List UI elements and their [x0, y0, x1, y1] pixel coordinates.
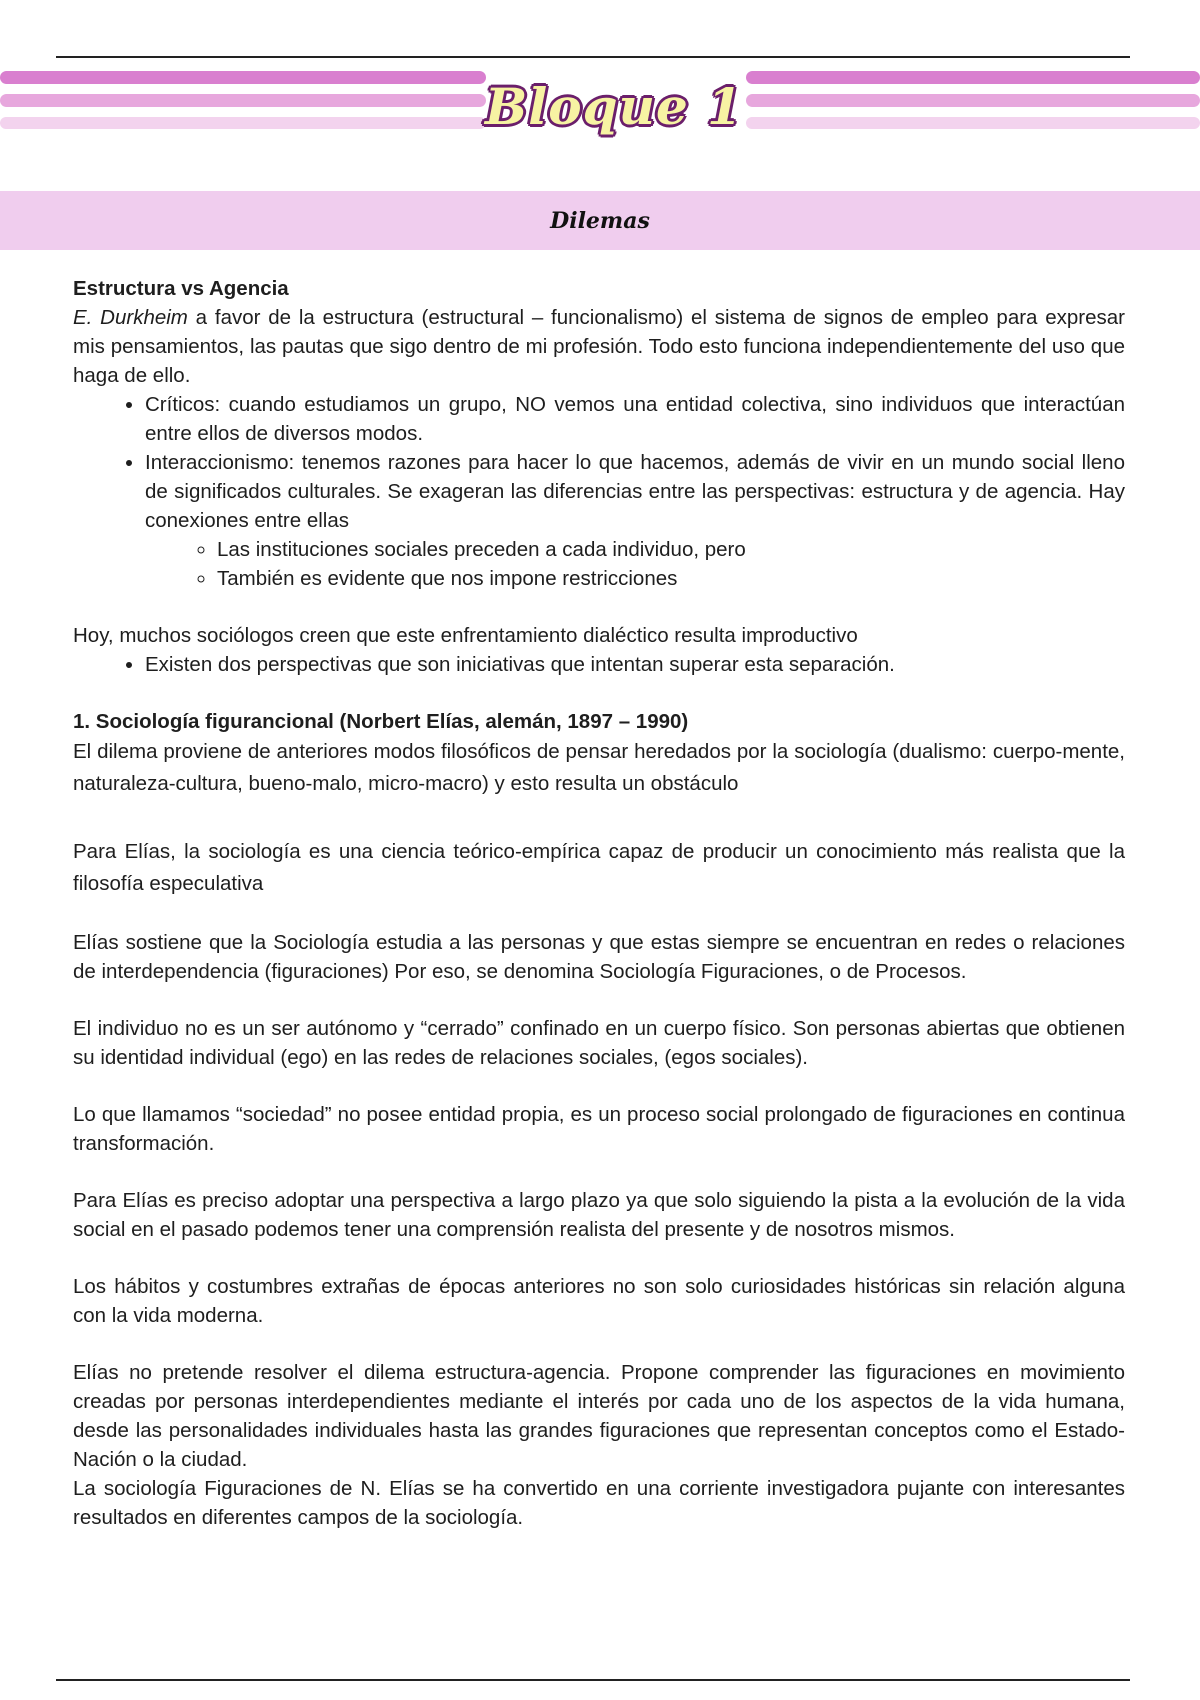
paragraph-corriente: La sociología Figuraciones de N. Elías se ha convertido en una corriente investigadora pujante con interesantes resultados en diferentes campos de la sociología. [73, 1477, 1125, 1529]
heading-estructura-agencia: Estructura vs Agencia [73, 277, 289, 300]
document-body [73, 274, 1125, 1532]
paragraph-hoy: Hoy, muchos sociólogos creen que este enfrentamiento dialéctico resulta improductivo [73, 624, 858, 647]
paragraph-redes: Elías sostiene que la Sociología estudia a las personas y que estas siempre se encuentran en redes o relaciones de interdependencia (figuraciones) Por eso, se denomina Sociología Figuraciones, o de Procesos. [73, 931, 1125, 983]
list-item-text: Interaccionismo: tenemos razones para hacer lo que hacemos, además de vivir en un mundo social lleno de significados culturales. Se exageran las diferencias entre las perspectivas: estructura y de agencia. Hay conexiones entre ellas [145, 451, 1125, 532]
paragraph-largo-plazo: Para Elías es preciso adoptar una perspectiva a largo plazo ya que solo siguiendo la pista a la evolución de la vida social en el pasado podemos tener una comprensión realista del presente y de nosotros mismos. [73, 1189, 1125, 1241]
paragraph-dilema: El dilema proviene de anteriores modos filosóficos de pensar heredados por la sociología (dualismo: cuerpo-mente, naturaleza-cultura, bueno-malo, micro-macro) y esto resulta un obstáculo [73, 740, 1125, 795]
bullet-list-iniciativas [73, 650, 1125, 679]
heading-sociologia-figuracional: 1. Sociología figurancional (Norbert Elías, alemán, 1897 – 1990) [73, 710, 689, 733]
decor-band-left-mid [0, 94, 486, 107]
sub-bullet-list [145, 535, 1125, 593]
list-item: • Críticos: cuando estudiamos un grupo, NO vemos una entidad colectiva, sino individuos que interactúan entre ellos de diversos modos. [145, 390, 1125, 448]
top-rule [56, 56, 1130, 58]
paragraph-individuo: El individuo no es un ser autónomo y “cerrado” confinado en un cuerpo físico. Son personas abiertas que obtienen su identidad individual (ego) en las redes de relaciones sociales, (egos sociales). [73, 1017, 1125, 1069]
sub-list-item: ◦ También es evidente que nos impone restricciones [217, 564, 1125, 593]
decor-band-right-light [746, 117, 1200, 129]
paragraph-ciencia: Para Elías, la sociología es una ciencia teórico-empírica capaz de producir un conocimiento más realista que la filosofía especulativa [73, 840, 1125, 895]
paragraph-durkheim-text: a favor de la estructura (estructural – funcionalismo) el sistema de signos de empleo para expresar mis pensamientos, las pautas que sigo dentro de mi profesión. Todo esto funciona independientemente del uso que haga de ello. [73, 306, 1126, 387]
paragraph-habitos: Los hábitos y costumbres extrañas de épocas anteriores no son solo curiosidades históricas sin relación alguna con la vida moderna. [73, 1275, 1125, 1327]
decor-band-right-mid [746, 94, 1200, 107]
decor-band-left-dark [0, 71, 486, 84]
list-item: • Existen dos perspectivas que son iniciativas que intentan superar esta separación. [145, 650, 1125, 679]
author-durkheim: E. Durkheim [73, 306, 188, 329]
paragraph-durkheim [73, 303, 1125, 390]
paragraph-sociedad: Lo que llamamos “sociedad” no posee entidad propia, es un proceso social prolongado de figuraciones en continua transformación. [73, 1103, 1125, 1155]
bottom-rule [56, 1679, 1130, 1681]
paragraph-dilema-estructura: Elías no pretende resolver el dilema estructura-agencia. Propone comprender las figuraciones en movimiento creadas por personas interdependientes mediante el interés por cada uno de los aspectos de la vida humana, desde las personalidades individuales hasta las grandes figuraciones que representan conceptos como el Estado-Nación o la ciudad. [73, 1361, 1125, 1471]
sub-list-item: ◦ Las instituciones sociales preceden a cada individuo, pero [217, 535, 1125, 564]
decor-band-left-light [0, 117, 486, 129]
list-item [145, 448, 1125, 593]
page-title [482, 72, 746, 142]
section-bar [0, 191, 1200, 250]
section-title: Dilemas [550, 207, 650, 234]
decor-band-right-dark [746, 71, 1200, 84]
page-title-text: Bloque 1 [485, 77, 743, 136]
bullet-list-perspectives [73, 390, 1125, 593]
